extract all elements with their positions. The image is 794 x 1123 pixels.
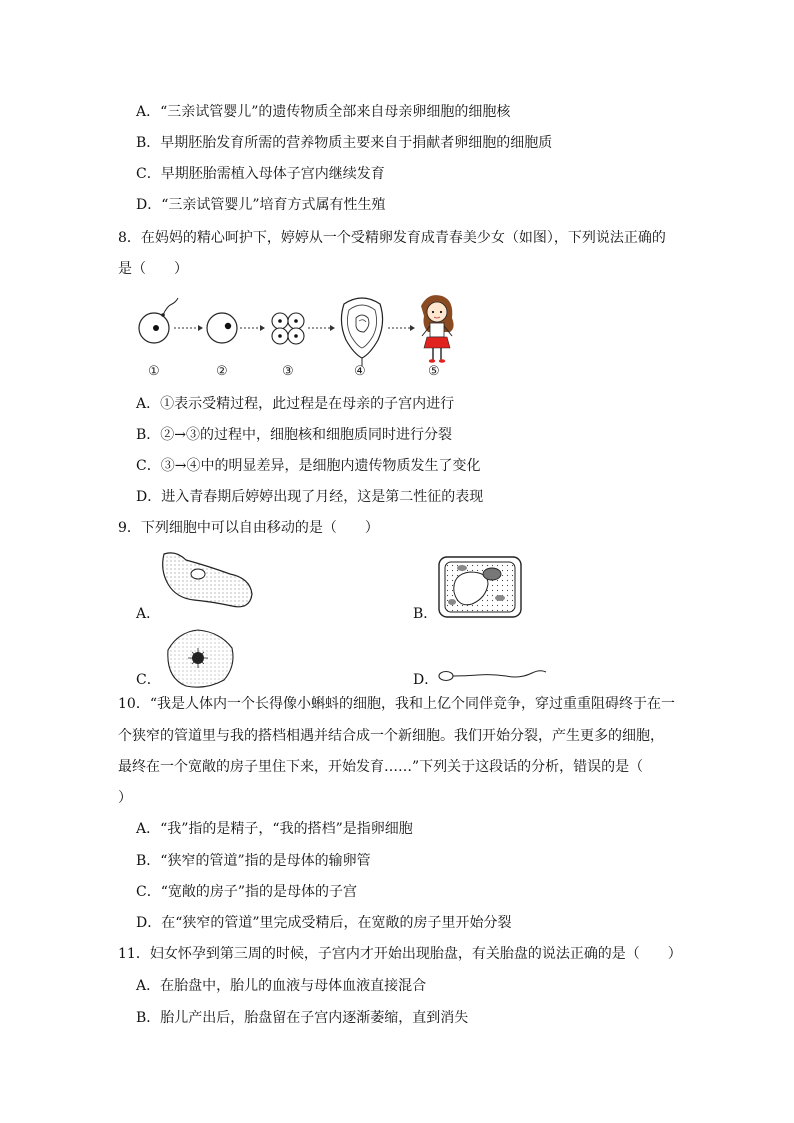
figure-label-3: ③ [282, 364, 294, 379]
q11-option-b: B．胎儿产出后，胎盘留在子宫内逐渐萎缩，直到消失 [136, 1010, 469, 1026]
q10-option-c: C．“宽敞的房子”指的是母体的子宫 [136, 884, 358, 900]
q9-option-b-image [436, 554, 524, 620]
development-diagram [130, 288, 470, 380]
uterus-fetus-icon [341, 298, 382, 366]
q8-option-c: C．③→④中的明显差异，是细胞内遗传物质发生了变化 [136, 458, 481, 474]
q7-option-b: B．早期胚胎发育所需的营养物质主要来自于捐献者卵细胞的细胞质 [136, 135, 553, 151]
q10-stem-line3: 最终在一个宽敞的房子里住下来，开始发育……”下列关于这段话的分析，错误的是（ [118, 759, 644, 775]
q7-option-c: C．早期胚胎需植入母体子宫内继续发育 [136, 166, 385, 182]
figure-label-5: ⑤ [428, 364, 440, 379]
q8-option-a: A．①表示受精过程，此过程是在母亲的子宫内进行 [136, 396, 455, 412]
q8-stem-line2: 是（ ） [118, 261, 188, 277]
four-cell-icon [272, 313, 304, 344]
sperm-cell-icon [436, 664, 548, 688]
q9-option-a-image [158, 548, 258, 614]
development-figure [130, 288, 470, 380]
epithelial-cell-icon [158, 548, 258, 614]
squamous-cell-icon [158, 626, 238, 692]
q10-stem-line4: ） [118, 790, 132, 806]
q9-option-c-label: C． [136, 672, 161, 688]
q8-option-b: B．②→③的过程中，细胞核和细胞质同时进行分裂 [136, 427, 453, 443]
q9-option-d-label: D． [413, 672, 439, 688]
girl-icon [421, 295, 454, 363]
q9-option-b-label: B． [413, 606, 438, 622]
zygote-with-sperm-icon [139, 298, 178, 343]
q10-option-a: A．“我”指的是精子，“我的搭档”是指卵细胞 [136, 821, 413, 837]
q11-option-a: A．在胎盘中，胎儿的血液与母体血液直接混合 [136, 978, 427, 994]
q11-stem: 11．妇女怀孕到第三周的时候，子宫内才开始出现胎盘，有关胎盘的说法正确的是（ ） [118, 946, 682, 962]
q10-stem-line1: 10．“我是人体内一个长得像小蝌蚪的细胞，我和上亿个同伴竞争，穿过重重阻碍终于在一 [118, 696, 675, 712]
single-cell-icon [207, 313, 237, 343]
figure-label-1: ① [148, 364, 160, 379]
q9-option-a-label: A． [136, 606, 161, 622]
plant-cell-icon [436, 554, 524, 620]
q7-option-d: D．“三亲试管婴儿”培育方式属有性生殖 [136, 197, 386, 213]
q8-stem-line1: 8．在妈妈的精心呵护下，婷婷从一个受精卵发育成青春美少女（如图），下列说法正确的 [118, 230, 666, 246]
figure-label-2: ② [216, 364, 228, 379]
q7-option-a: A．“三亲试管婴儿”的遗传物质全部来自母亲卵细胞的细胞核 [136, 104, 511, 120]
figure-label-4: ④ [354, 364, 366, 379]
q9-option-d-image [436, 664, 548, 688]
q9-option-c-image [158, 626, 238, 692]
q10-stem-line2: 个狭窄的管道里与我的搭档相遇并结合成一个新细胞。我们开始分裂，产生更多的细胞， [118, 728, 664, 744]
q9-stem: 9．下列细胞中可以自由移动的是（ ） [118, 520, 379, 536]
q10-option-b: B．“狭窄的管道”指的是母体的输卵管 [136, 853, 371, 869]
q8-option-d: D．进入青春期后婷婷出现了月经，这是第二性征的表现 [136, 489, 484, 505]
q10-option-d: D．在“狭窄的管道”里完成受精后，在宽敞的房子里开始分裂 [136, 915, 512, 931]
